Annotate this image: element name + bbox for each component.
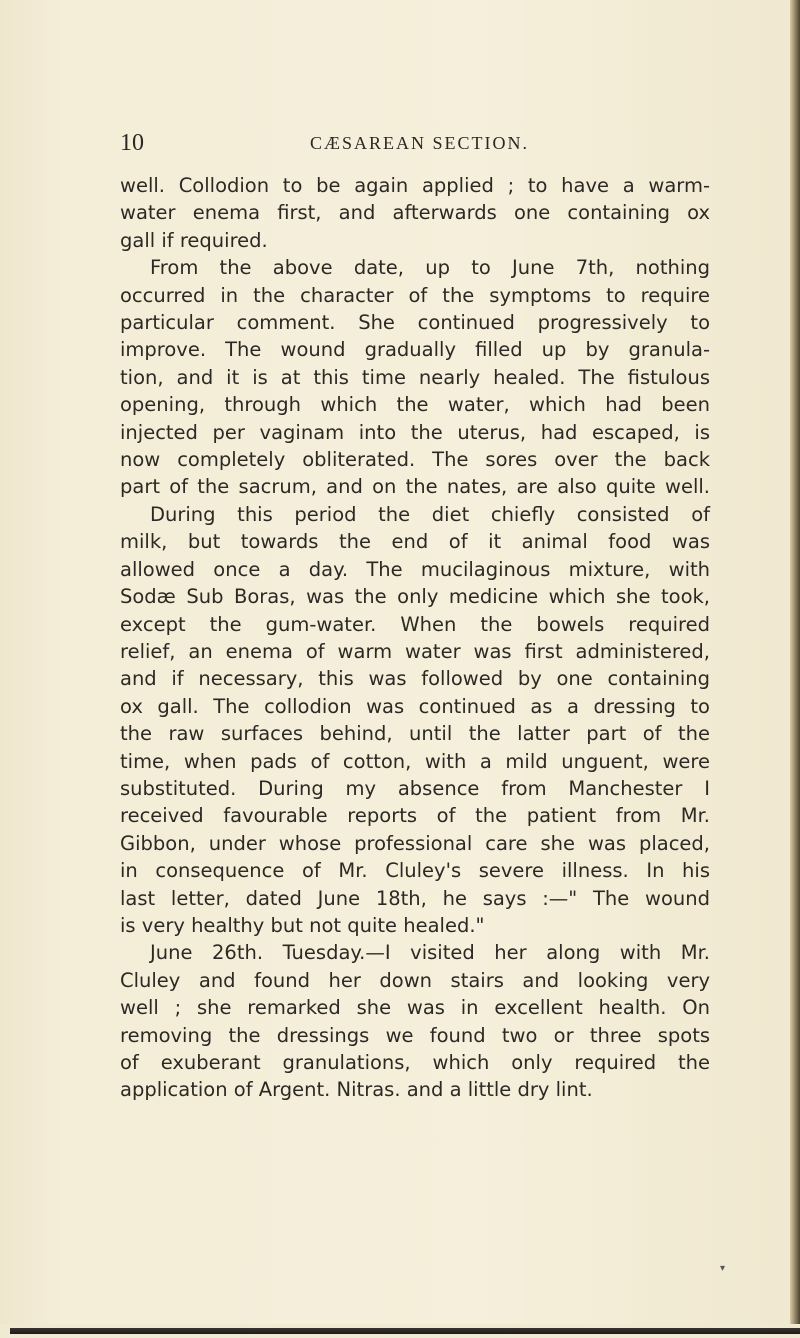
text-line: improve. The wound gradually filled up by granula- (120, 338, 710, 362)
text-line: June 26th. Tuesday.—I visited her along with Mr. (150, 941, 710, 965)
text-line: the raw surfaces behind, until the latter part of the (120, 722, 710, 746)
text-line: relief, an enema of warm water was first administered, (120, 639, 710, 663)
text-line: except the gum-water. When the bowels required (120, 612, 710, 636)
body-text (120, 172, 710, 1104)
text-line: allowed once a day. The mucilaginous mixture, with (120, 557, 710, 581)
text-line: Gibbon, under whose professional care she was placed, (120, 831, 710, 855)
text-line: time, when pads of cotton, with a mild unguent, were (120, 749, 710, 773)
running-head: CÆSAREAN SECTION. (310, 133, 530, 153)
text-line: in consequence of Mr. Cluley's severe illness. In his (120, 859, 710, 883)
text-line: During this period the diet chiefly consisted of (150, 502, 710, 526)
text-line: removing the dressings we found two or three spots (120, 1023, 710, 1047)
text-line: occurred in the character of the symptoms to require (120, 283, 710, 307)
text-line: tion, and it is at this time nearly healed. The fistulous (120, 365, 710, 389)
bottom-binding-bar (10, 1328, 800, 1334)
text-line: well ; she remarked she was in excellent health. On (120, 996, 710, 1020)
text-line: opening, through which the water, which had been (120, 393, 710, 417)
text-line: of exuberant granulations, which only required the (120, 1051, 710, 1074)
page-header (120, 130, 710, 158)
text-line: milk, but towards the end of it animal food was (120, 530, 710, 554)
text-line: now completely obliterated. The sores over the back (120, 448, 710, 472)
text-line: well. Collodion to be again applied ; to have a warm- (120, 174, 710, 197)
text-line: substituted. During my absence from Manchester I (120, 776, 710, 800)
text-line: received favourable reports of the patient from Mr. (120, 804, 710, 828)
page-number: 10 (120, 130, 144, 156)
text-line: Sodæ Sub Boras, was the only medicine which she took, (120, 585, 710, 609)
text-line: is very healthy but not quite healed." (120, 913, 485, 937)
text-line: part of the sacrum, and on the nates, are also quite well. (120, 475, 710, 499)
bottom-edge (0, 1324, 800, 1338)
text-line: water enema first, and afterwards one containing ox (120, 201, 710, 225)
text-line: From the above date, up to June 7th, nothing (150, 256, 710, 280)
text-line: and if necessary, this was followed by one containing (120, 667, 710, 691)
text-line: Cluley and found her down stairs and looking very (120, 968, 710, 992)
text-line: application of Argent. Nitras. and a little dry lint. (120, 1078, 593, 1102)
text-line: gall if required. (120, 228, 268, 252)
page-edge (790, 0, 800, 1338)
text-line: last letter, dated June 18th, he says :—" The wound (120, 886, 710, 910)
text-line: ox gall. The collodion was continued as a dressing to (120, 694, 710, 718)
text-line: particular comment. She continued progressively to (120, 311, 710, 335)
text-line: injected per vaginam into the uterus, had escaped, is (120, 420, 710, 444)
stray-mark: ▾ (720, 1263, 726, 1274)
